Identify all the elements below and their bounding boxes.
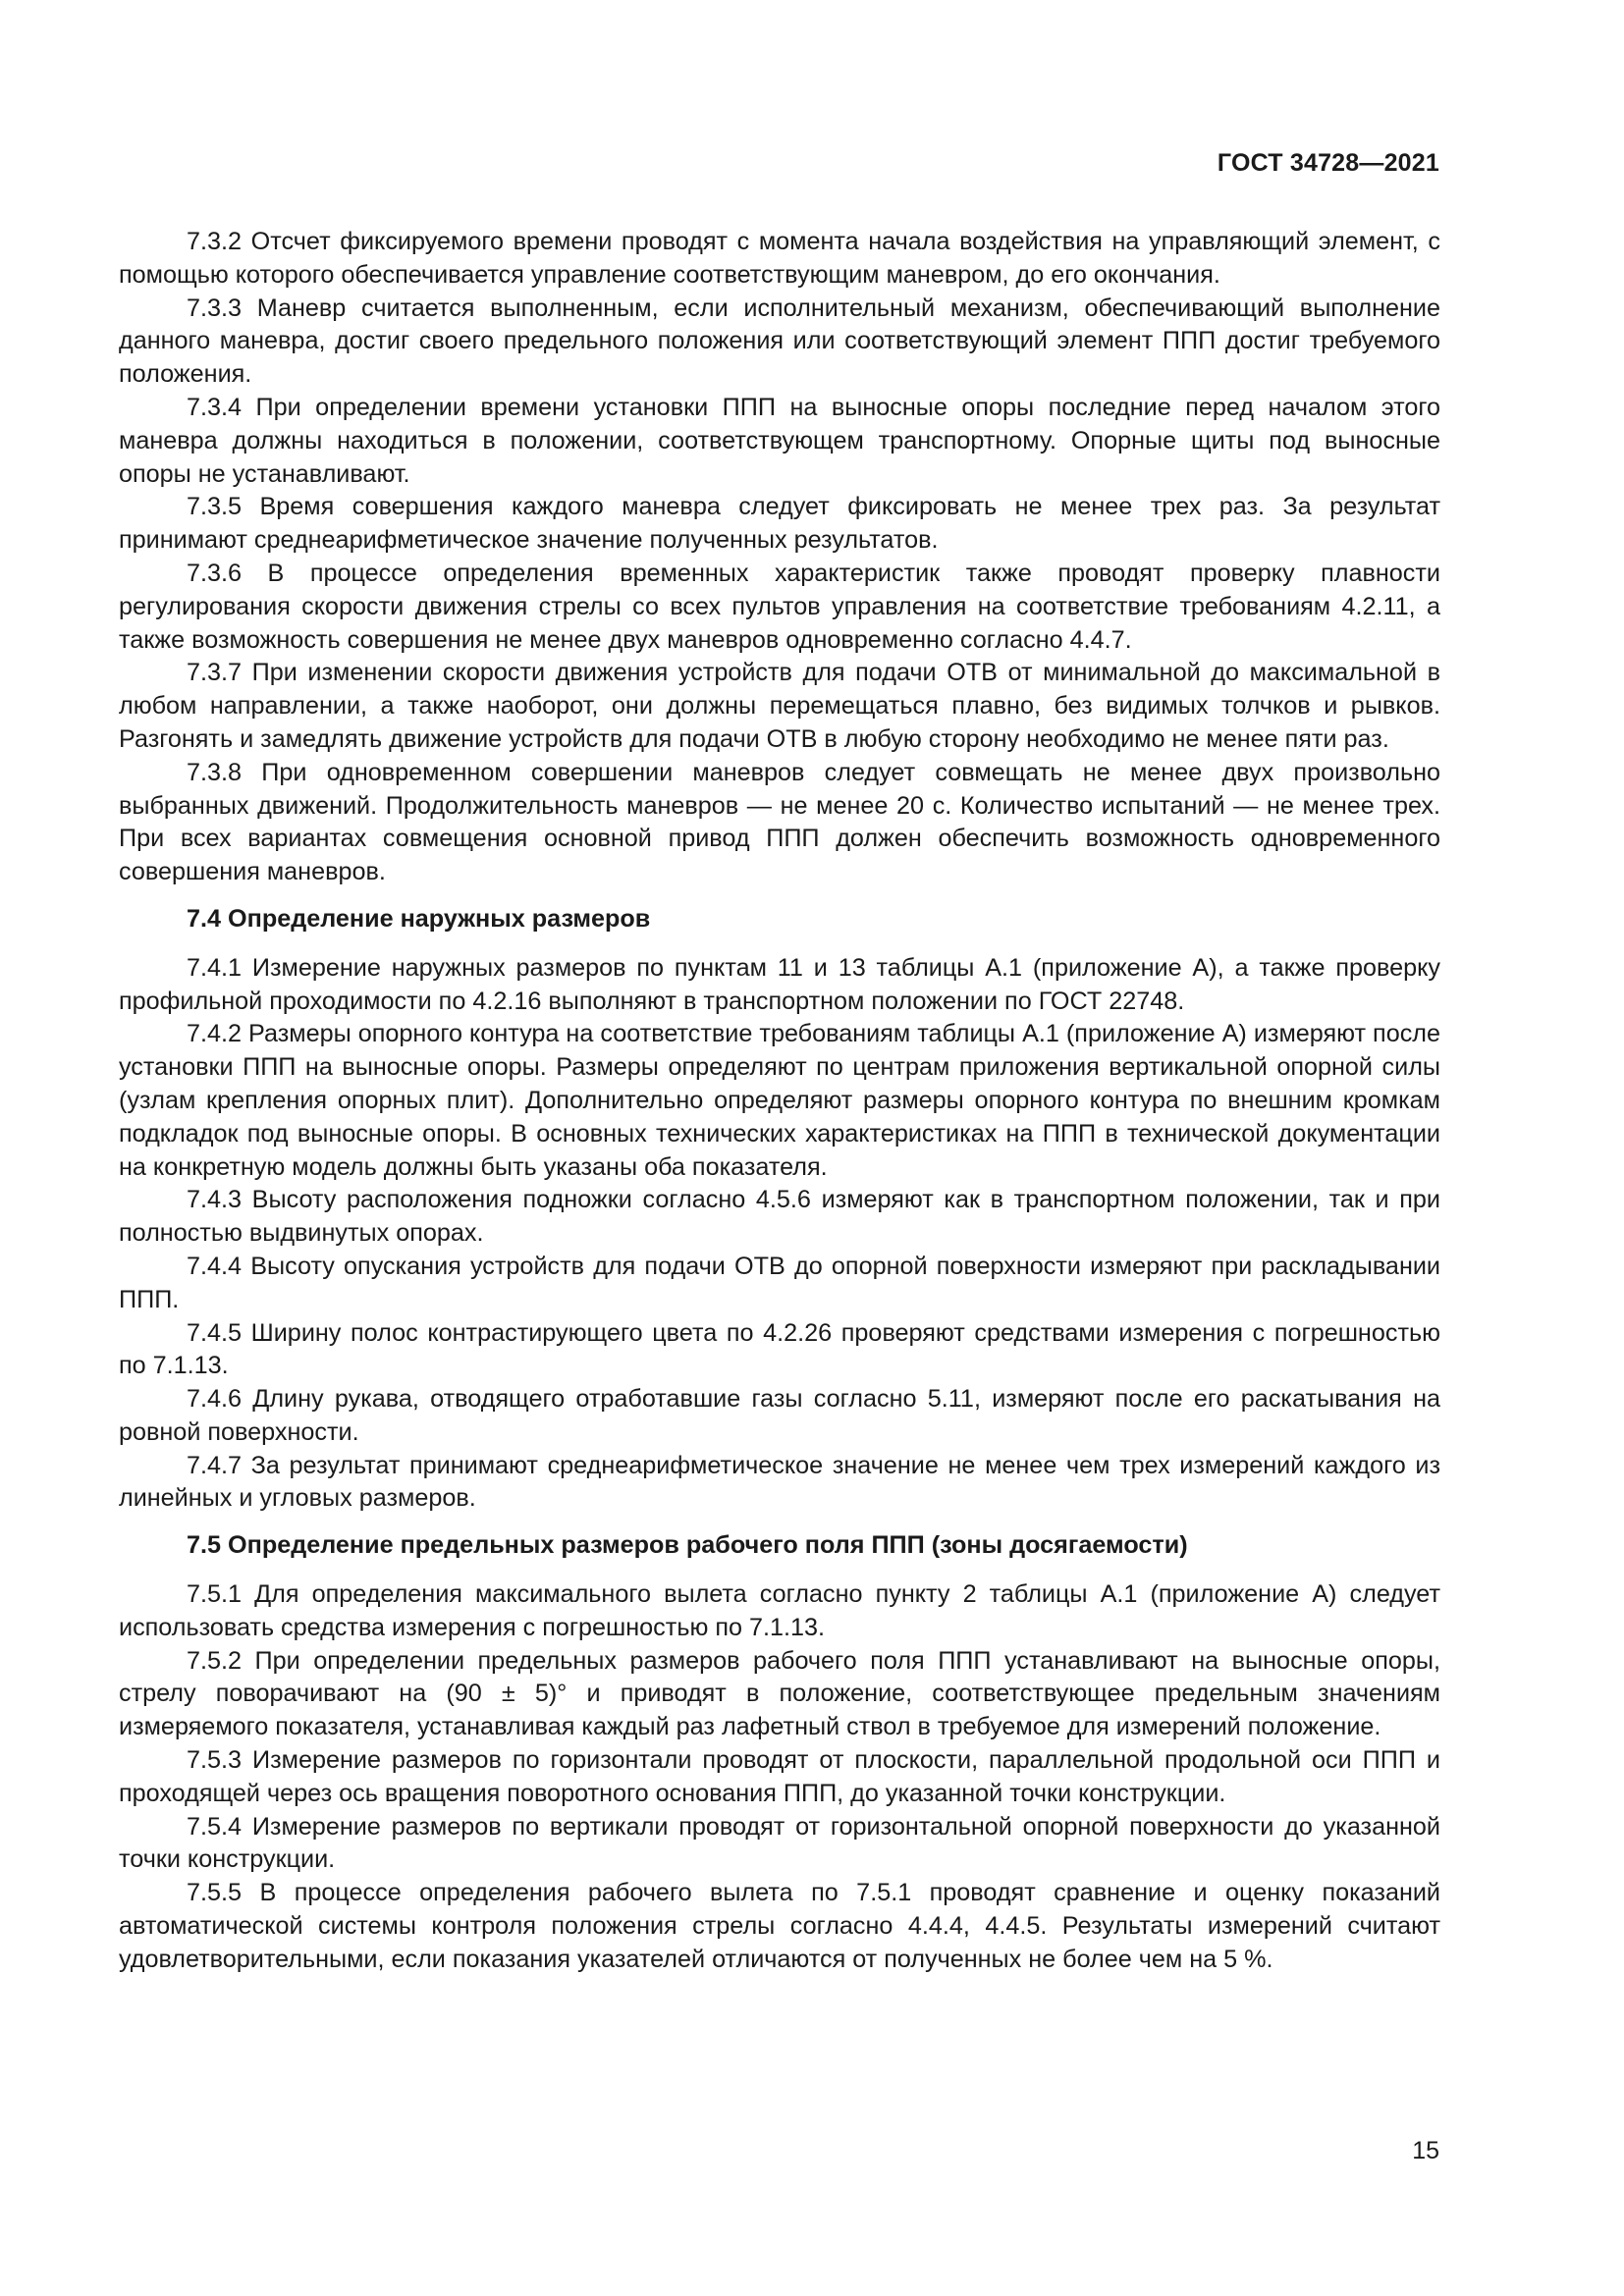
- paragraph-7-5-4: 7.5.4 Измерение размеров по вертикали проводят от горизонтальной опорной поверхности до указанной точки конструкции.: [119, 1812, 1440, 1874]
- page-number: 15: [1412, 2137, 1439, 2164]
- paragraph-7-5-3: 7.5.3 Измерение размеров по горизонтали проводят от плоскости, параллельной продольной оси ППП и проходящей через ось вращения поворотного основания ППП, до указанной точки конструкции.: [119, 1746, 1440, 1807]
- paragraph-7-4-5: 7.4.5 Ширину полос контрастирующего цвета по 4.2.26 проверяют средствами измерения с погрешностью по 7.1.13.: [119, 1318, 1440, 1380]
- paragraph-7-5-1: 7.5.1 Для определения максимального вылета согласно пункту 2 таблицы А.1 (приложение А) следует использовать средства измерения с погрешностью по 7.1.13.: [119, 1580, 1440, 1641]
- paragraph-7-4-3: 7.4.3 Высоту расположения подножки согласно 4.5.6 измеряют как в транспортном положении, так и при полностью выдвинутых опорах.: [119, 1186, 1440, 1248]
- paragraph-7-4-1: 7.4.1 Измерение наружных размеров по пунктам 11 и 13 таблицы А.1 (приложение А), а также проверку профильной проходимости по 4.2.16 выполняют в транспортном положении по ГОСТ 22748.: [119, 953, 1440, 1015]
- paragraph-7-3-7: 7.3.7 При изменении скорости движения устройств для подачи ОТВ от минимальной до максимальной в любом направлении, а также наоборот, они должны перемещаться плавно, без видимых толчков и рывков. Разгонять и замедлять движение устройств для подачи ОТВ в любую сторону необходимо не менее пяти раз.: [119, 659, 1440, 753]
- paragraph-7-3-8: 7.3.8 При одновременном совершении маневров следует совмещать не менее двух произвольно выбранных движений. Продолжительность маневров — не менее 20 с. Количество испытаний — не менее трех. При всех вариантах совмещения основной привод ППП должен обеспечить возможность одновременного совершения маневров.: [119, 758, 1440, 886]
- paragraph-7-4-2: 7.4.2 Размеры опорного контура на соответствие требованиям таблицы А.1 (приложение А) измеряют после установки ППП на выносные опоры. Размеры определяют по центрам приложения вертикальной опорной силы (узлам крепления опорных плит). Дополнительно определяют размеры опорного контура по внешним кромкам подкладок под выносные опоры. В основных технических характеристиках на ППП в технической документации на конкретную модель должны быть указаны оба показателя.: [119, 1020, 1440, 1181]
- paragraph-7-3-4: 7.3.4 При определении времени установки ППП на выносные опоры последние перед началом этого маневра должны находиться в положении, соответствующем транспортному. Опорные щиты под выносные опоры не устанавливают.: [119, 393, 1440, 488]
- document-body: [119, 226, 1440, 1977]
- paragraph-7-3-2: 7.3.2 Отсчет фиксируемого времени проводят с момента начала воздействия на управляющий элемент, с помощью которого обеспечивается управление соответствующим маневром, до его окончания.: [119, 228, 1440, 289]
- document-header: ГОСТ 34728—2021: [1217, 149, 1439, 177]
- paragraph-7-3-5: 7.3.5 Время совершения каждого маневра следует фиксировать не менее трех раз. За результат принимают среднеарифметическое значение полученных результатов.: [119, 493, 1440, 555]
- paragraph-7-5-5: 7.5.5 В процессе определения рабочего вылета по 7.5.1 проводят сравнение и оценку показаний автоматической системы контроля положения стрелы согласно 4.4.4, 4.4.5. Результаты измерений считают удовлетворительными, если показания указателей отличаются от полученных не более чем на 5 %.: [119, 1879, 1440, 1973]
- section-heading-7-5: 7.5 Определение предельных размеров рабочего поля ППП (зоны досягаемости): [187, 1531, 1188, 1560]
- paragraph-7-3-3: 7.3.3 Маневр считается выполненным, если исполнительный механизм, обеспечивающий выполнение данного маневра, достиг своего предельного положения или соответствующий элемент ППП достиг требуемого положения.: [119, 294, 1440, 389]
- paragraph-7-3-6: 7.3.6 В процессе определения временных характеристик также проводят проверку плавности регулирования скорости движения стрелы со всех пультов управления на соответствие требованиям 4.2.11, а также возможность совершения не менее двух маневров одновременно согласно 4.4.7.: [119, 559, 1440, 654]
- paragraph-7-5-2: 7.5.2 При определении предельных размеров рабочего поля ППП устанавливают на выносные опоры, стрелу поворачивают на (90 ± 5)° и приводят в положение, соответствующее предельным значениям измеряемого показателя, устанавливая каждый раз лафетный ствол в требуемое для измерений положение.: [119, 1646, 1440, 1741]
- paragraph-7-4-6: 7.4.6 Длину рукава, отводящего отработавшие газы согласно 5.11, измеряют после его раскатывания на ровной поверхности.: [119, 1385, 1440, 1446]
- paragraph-7-4-4: 7.4.4 Высоту опускания устройств для подачи ОТВ до опорной поверхности измеряют при раскладывании ППП.: [119, 1252, 1440, 1313]
- section-heading-7-4: 7.4 Определение наружных размеров: [187, 904, 651, 933]
- paragraph-7-4-7: 7.4.7 За результат принимают среднеарифметическое значение не менее чем трех измерений каждого из линейных и угловых размеров.: [119, 1451, 1440, 1513]
